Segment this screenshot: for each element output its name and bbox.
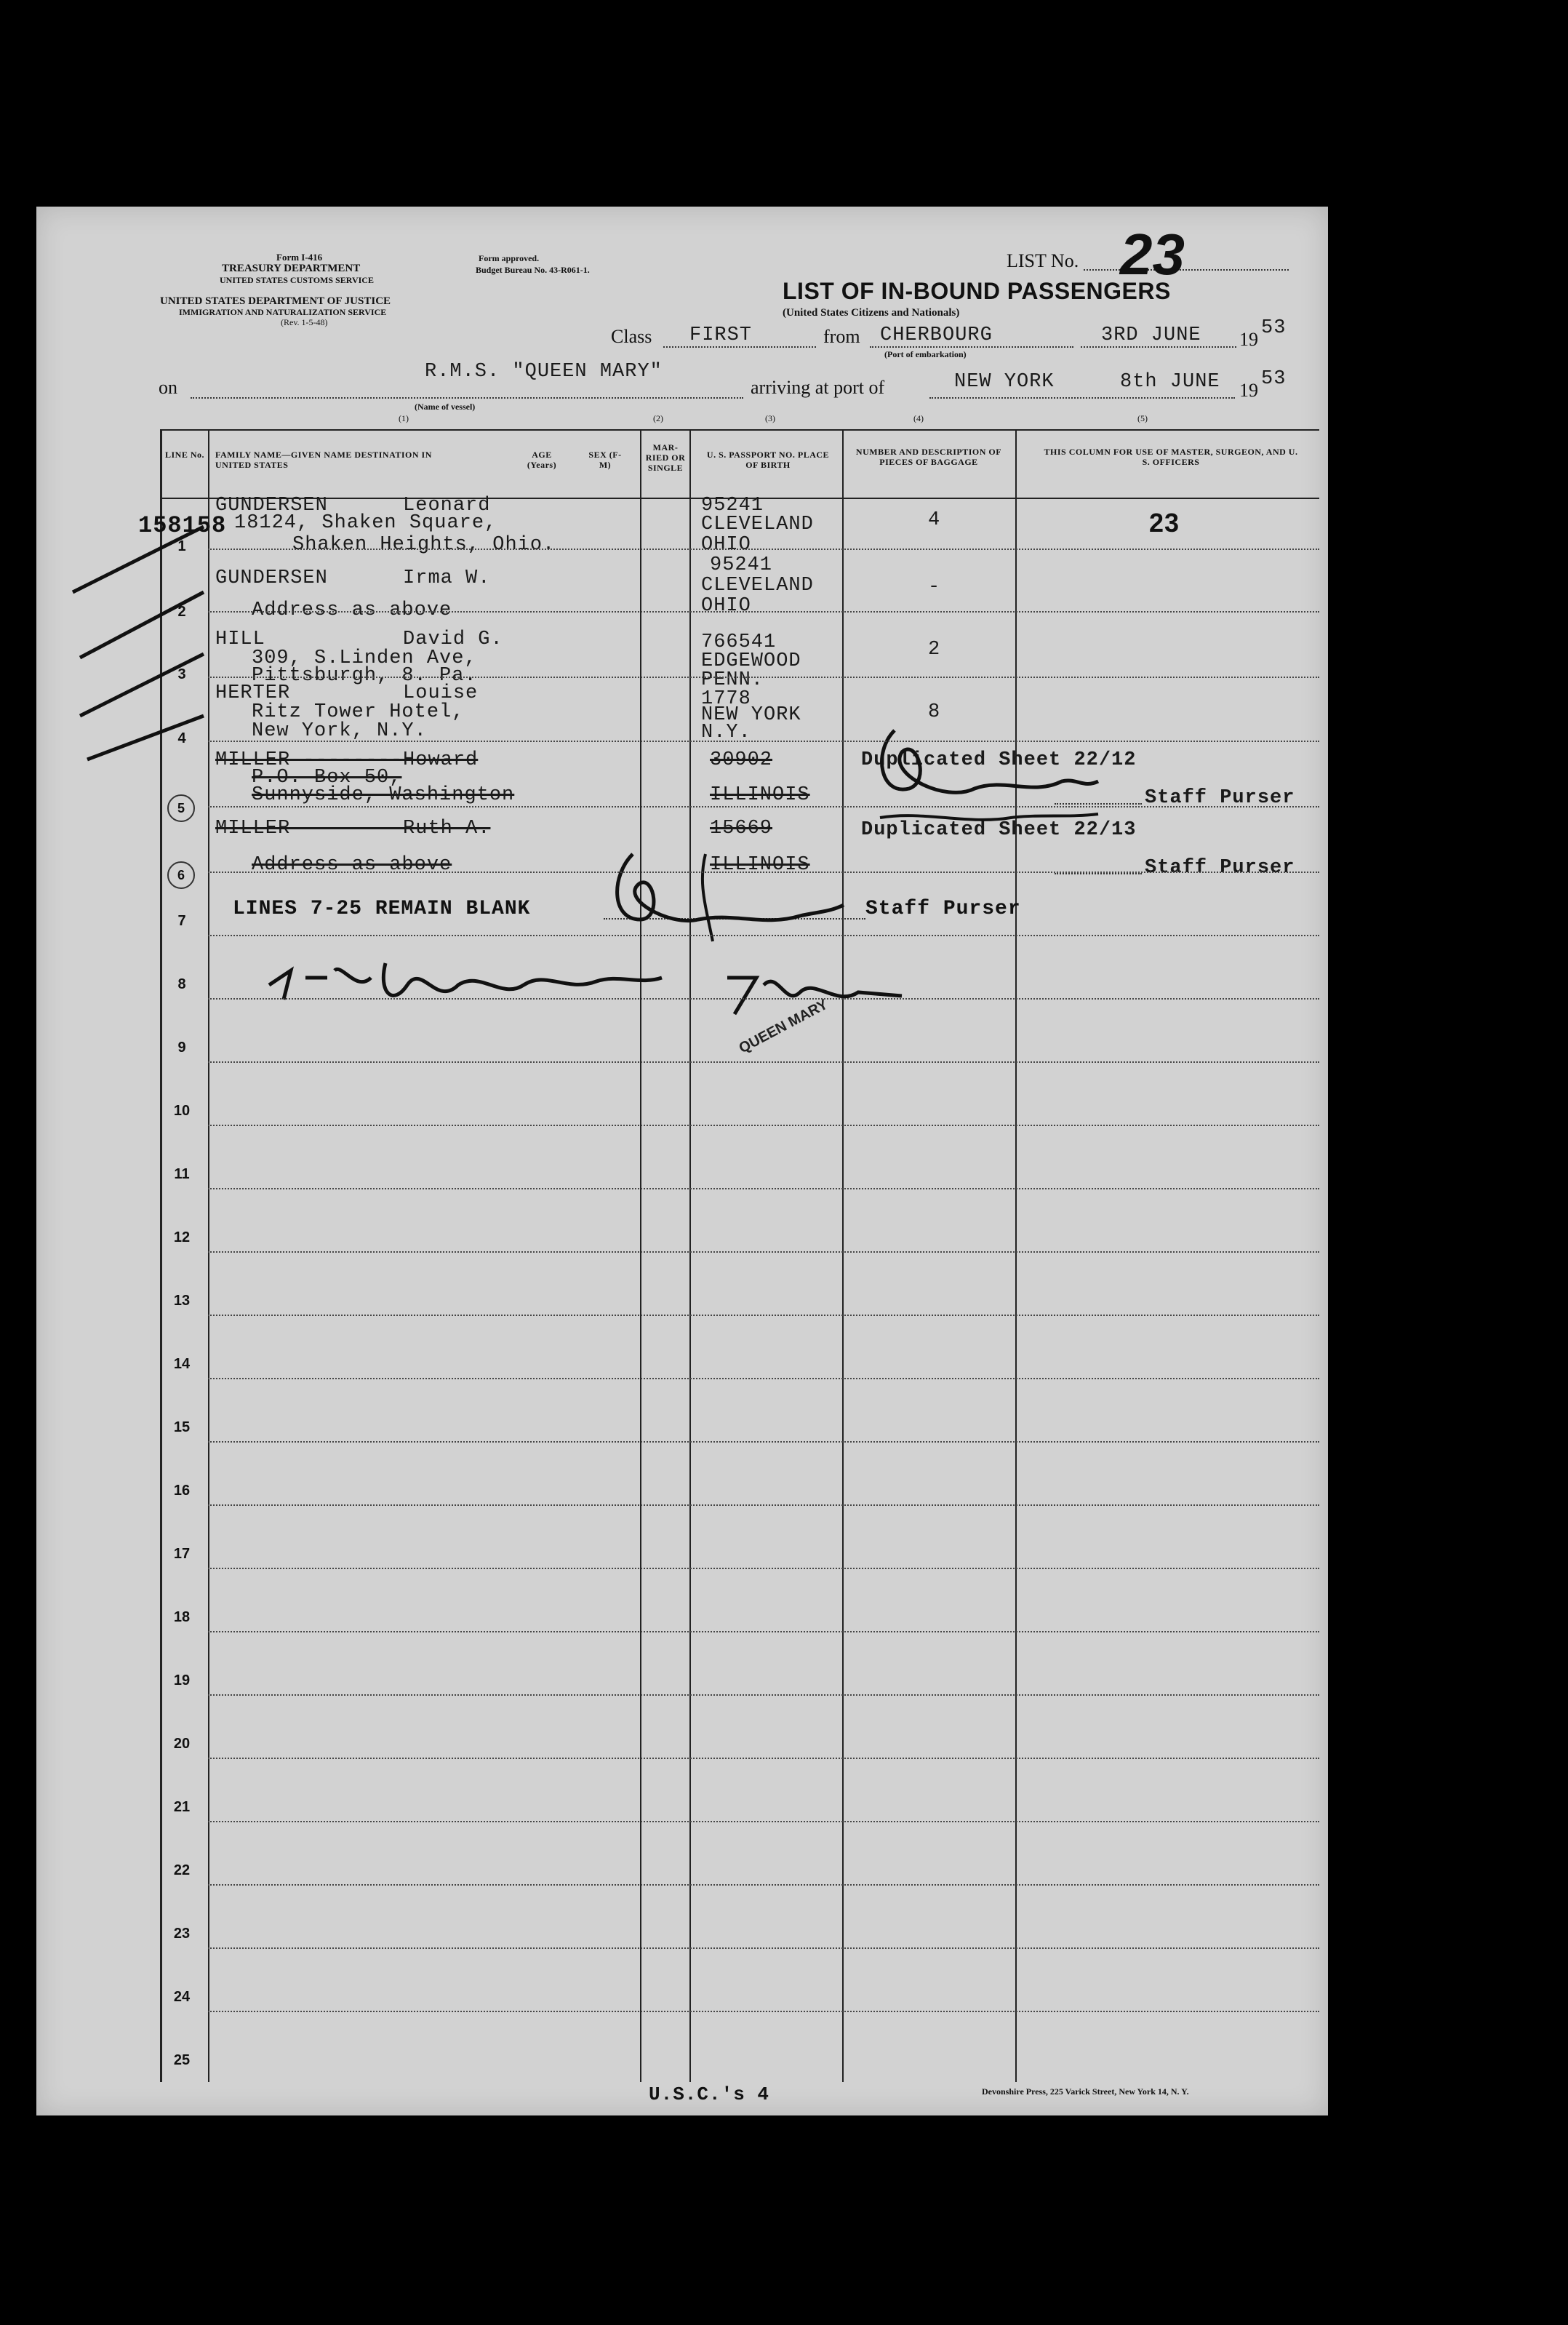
entry-4-name: HERTER Louise [215,682,479,704]
row-number: 3 [177,666,186,682]
treasury-department: TREASURY DEPARTMENT [222,263,361,274]
entry-1-birth-2: OHIO [701,534,751,556]
row-number: 19 [173,1672,191,1688]
column-number: (3) [765,413,775,423]
entry-1-officer-note: 23 [1149,508,1180,538]
arriving-label: arriving at port of [751,377,885,398]
budget-bureau: Budget Bureau No. 43-R061-1. [476,265,590,275]
entry-1-baggage: 4 [928,509,941,531]
row-divider [208,1441,1319,1443]
port-of-embarkation: CHERBOURG [880,324,993,346]
vessel-name-label: (Name of vessel) [415,402,476,412]
entry-4-passport: 1778 [701,688,751,710]
row-divider [208,1884,1319,1886]
row-divider [208,1821,1319,1822]
entry-1-address-1: 18124, Shaken Square, [234,512,497,534]
entry-3-baggage: 2 [928,639,941,661]
entry-5-birth: ILLINOIS [710,784,810,806]
column-number: (5) [1137,413,1148,423]
row-divider [208,1694,1319,1696]
entry-5-duplicated-note: Duplicated Sheet 22/12 [861,749,1137,771]
row-number: 17 [173,1546,191,1562]
row-number: 24 [173,1989,191,2005]
entry-2-birth-1: CLEVELAND [701,575,814,597]
on-label: on [159,377,177,398]
entry-6-passport: 15669 [710,818,773,840]
row-divider [208,998,1319,1000]
row-number: 16 [173,1483,191,1499]
entry-2-name: GUNDERSEN Irma W. [215,567,491,589]
header-passport: U. S. PASSPORT NO. PLACE OF BIRTH [706,450,830,470]
row-divider [208,1631,1319,1632]
vessel-name: R.M.S. "QUEEN MARY" [425,361,663,383]
check-marks [65,505,225,767]
column-number: (4) [913,413,924,423]
from-label: from [823,326,860,347]
row-divider [208,1188,1319,1189]
officer-signature [262,941,669,1021]
entry-3-address-1: 309, S.Linden Ave, [252,647,477,669]
row-number: 11 [174,1166,190,1182]
passenger-list-sheet [36,207,1328,2115]
usc-note: U.S.C.'s 4 [649,2083,770,2105]
row-divider [208,935,1319,936]
class-value: FIRST [689,324,753,346]
header-line-no: LINE No. [164,450,204,460]
header-officers: THIS COLUMN FOR USE OF MASTER, SURGEON, AND U. S. OFFICERS [1044,447,1298,467]
class-label: Class [611,326,652,347]
row-number: 13 [173,1293,191,1309]
entry-3-birth-2: PENN. [701,669,764,691]
row-divider [208,741,1319,742]
row-number: 25 [173,2052,191,2068]
row-number: 14 [173,1356,191,1372]
row-number: 5 [167,794,195,822]
row-number: 20 [173,1736,191,1752]
row-divider [208,549,1319,550]
entry-1-prefix: 158158 [138,512,227,539]
purser-signature [589,840,851,956]
row-divider [208,1251,1319,1253]
entry-2-birth-2: OHIO [701,595,751,617]
row-divider [208,1568,1319,1569]
row-number: 23 [173,1926,191,1942]
row-number: 18 [173,1609,191,1625]
entry-1-birth-1: CLEVELAND [701,514,814,535]
header-sex: SEX (F-M) [588,450,622,470]
row-number: 6 [167,861,195,889]
header-baggage: NUMBER AND DESCRIPTION OF PIECES OF BAGGAGE [855,447,1002,467]
row-number: 15 [173,1419,191,1435]
entry-5-staff-purser: Staff Purser [1145,787,1295,809]
row-number: 9 [177,1040,186,1056]
entry-6-birth: ILLINOIS [710,854,810,876]
table-top-border [160,429,1319,431]
form-number: Form I-416 [276,252,323,263]
port-embarkation-label: (Port of embarkation) [884,349,967,359]
ins-service: IMMIGRATION AND NATURALIZATION SERVICE [179,307,387,317]
entry-3-passport: 766541 [701,631,777,653]
form-approved: Form approved. [479,253,540,263]
header-age: AGE (Years) [527,450,557,470]
customs-service: UNITED STATES CUSTOMS SERVICE [220,275,374,285]
row-divider [208,1125,1319,1126]
row-number: 22 [173,1862,191,1878]
departure-date: 3RD JUNE [1101,324,1201,346]
list-no-label: LIST No. [1007,250,1079,271]
row-divider [208,1947,1319,1949]
entry-3-birth-1: EDGEWOOD [701,650,801,672]
entry-6-name: MILLER Ruth A. [215,818,491,840]
entry-2-address-1: Address as above [252,599,452,621]
page-title: LIST OF IN-BOUND PASSENGERS [783,278,1171,304]
entry-2-baggage: - [928,576,941,598]
header-married: MAR-RIED OR SINGLE [645,442,686,473]
row-divider [208,1504,1319,1506]
row-divider [208,806,1319,807]
entry-5-passport: 30902 [710,749,773,771]
entry-1-name: GUNDERSEN Leonard [215,495,491,517]
entry-6-staff-purser: Staff Purser [1145,857,1295,879]
arrival-date: 8th JUNE [1120,371,1220,393]
purser-signature [865,709,1105,832]
entry-1-passport: 95241 [701,495,764,517]
entry-4-address-1: Ritz Tower Hotel, [252,701,465,723]
entry-6-duplicated-note: Duplicated Sheet 22/13 [861,819,1137,841]
entry-4-birth-2: N.Y. [701,722,751,743]
entry-6-address-1: Address as above [252,854,452,876]
header-name-destination: FAMILY NAME—GIVEN NAME DESTINATION IN UNITED STATES [215,450,432,470]
entry-5-address-2: Sunnyside, Washington [252,784,515,806]
row-number: 10 [173,1103,191,1119]
row-divider [208,1061,1319,1063]
entry-5-name: MILLER --------Howard [215,749,479,771]
departure-year: 53 [1261,317,1287,339]
year-prefix: 19 [1239,329,1258,350]
page-subtitle: (United States Citizens and Nationals) [783,307,960,319]
row-divider [208,611,1319,613]
row-number: 12 [173,1229,191,1245]
arrival-port: NEW YORK [954,371,1055,393]
row-divider [208,677,1319,678]
column-number: (1) [399,413,409,423]
entry-4-address-2: New York, N.Y. [252,720,427,742]
entry-1-address-2: Shaken Heights, Ohio. [292,534,556,556]
row-divider [208,2011,1319,2012]
printer-credit: Devonshire Press, 225 Varick Street, New York 14, N. Y. [982,2086,1189,2097]
remain-blank-staff-purser: Staff Purser [865,898,1021,920]
entry-4-baggage: 8 [928,701,941,723]
entry-4-birth-1: NEW YORK [701,704,801,726]
row-number: 21 [173,1799,191,1815]
row-divider [208,1758,1319,1759]
entry-2-passport: 95241 [710,554,773,576]
row-divider [208,872,1319,873]
year-prefix: 19 [1239,380,1258,401]
column-number: (2) [653,413,663,423]
row-number: 1 [177,538,186,554]
row-number: 4 [177,730,186,746]
remain-blank-note: LINES 7-25 REMAIN BLANK [233,898,531,920]
row-divider [208,1315,1319,1316]
list-no-value: 23 [1120,222,1185,287]
arrival-year: 53 [1261,368,1287,390]
row-divider [208,1378,1319,1379]
row-number: 8 [177,976,186,992]
entry-3-name: HILL David G. [215,629,503,650]
row-number: 7 [177,913,186,929]
row-number: 2 [177,604,186,620]
entry-3-address-2: Pittsburgh, 8. Pa. [252,665,477,687]
entry-5-address-1: P.O. Box 50, [252,767,402,789]
department-of-justice: UNITED STATES DEPARTMENT OF JUSTICE [160,295,391,307]
queen-mary-stamp: QUEEN MARY [736,996,831,1057]
revision-date: (Rev. 1-5-48) [281,317,328,327]
